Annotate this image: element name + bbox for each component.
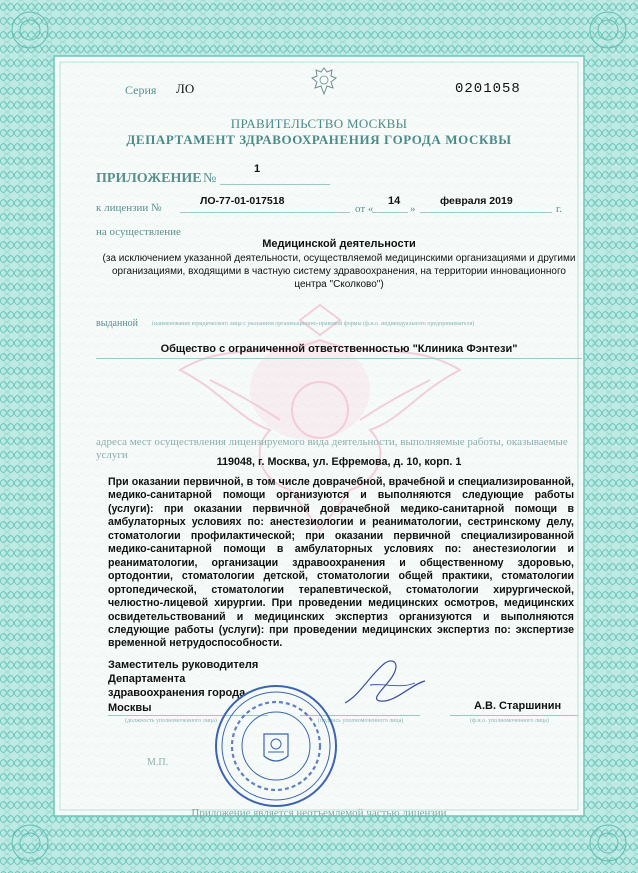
license-holder: Общество с ограниченной ответственностью "Клиника Фэнтези" bbox=[160, 343, 518, 355]
appendix-label: ПРИЛОЖЕНИЕ bbox=[96, 171, 202, 186]
license-number-line bbox=[180, 212, 350, 213]
appendix-number: 1 bbox=[254, 163, 261, 175]
license-month-line bbox=[420, 212, 552, 213]
form-number: 0201058 bbox=[455, 81, 521, 97]
series-label: Серия bbox=[125, 83, 157, 97]
license-month-year: февраля 2019 bbox=[440, 195, 513, 207]
license-day: 14 bbox=[388, 195, 401, 207]
hint-signature: (подпись уполномоченного лица) bbox=[318, 718, 404, 724]
activity-title: Медицинской деятельности bbox=[262, 238, 416, 250]
license-prefix: к лицензии № bbox=[96, 202, 162, 214]
license-number: ЛО-77-01-017518 bbox=[200, 195, 285, 207]
signatory-position-line-1: Заместитель руководителя bbox=[108, 659, 259, 671]
license-date-from: от « bbox=[355, 203, 374, 215]
hint-position: (должность уполномоченного лица) bbox=[125, 718, 217, 724]
stamp-place-label: М.П. bbox=[147, 757, 169, 768]
official-stamp bbox=[212, 682, 340, 810]
license-day-line bbox=[372, 212, 408, 213]
appendix-number-line bbox=[220, 184, 330, 185]
footer-note: Приложение является неотъемлемой частью лицензии bbox=[191, 807, 447, 819]
coat-of-arms-icon bbox=[310, 66, 338, 98]
signatory-position-line-4: Москвы bbox=[108, 701, 152, 714]
appendix-no-sign: № bbox=[203, 171, 217, 186]
government-title: ПРАВИТЕЛЬСТВО МОСКВЫ bbox=[230, 116, 408, 131]
handwritten-signature bbox=[340, 655, 430, 710]
issued-prefix: выданной bbox=[96, 318, 139, 329]
activity-prefix: на осуществление bbox=[96, 226, 181, 238]
activity-note: (за исключением указанной деятельности, осуществляемой медицинскими организациями и другими организациями, входящими в частную систему здравоохранения, на территории инновационного центра "Сколково") bbox=[102, 253, 576, 290]
license-close-quote: » bbox=[410, 203, 416, 215]
name-line bbox=[450, 715, 578, 716]
series-value: ЛО bbox=[176, 81, 195, 96]
hint-name: (ф.и.о. уполномоченного лица) bbox=[470, 718, 549, 724]
license-year-suffix: г. bbox=[556, 203, 563, 215]
address-value: 119048, г. Москва, ул. Ефремова, д. 10, корп. 1 bbox=[216, 456, 462, 468]
department-title: ДЕПАРТАМЕНТ ЗДРАВООХРАНЕНИЯ ГОРОДА МОСКВЫ bbox=[126, 132, 512, 147]
holder-line bbox=[96, 358, 582, 359]
services-text: При оказании первичной, в том числе доврачебной, врачебной и специализированной, медико-санитарной помощи организуются и выполняются следующие работы (услуги): при оказании первичной доврачебной медико-санитарной помощи в амбулаторных условиях по: анестезиологии и реаниматологии, сестринскому делу, стоматологии профилактической; при оказании первичной специализированной медико-санитарной помощи в амбулаторных условиях по: анестезиологии и реаниматологии, организации здравоохранения и общественному здоровью, ортодонтии, стоматологии детской, стоматологии общей практики, стоматологии ортопедической, стоматологии терапевтической, стоматологии хирургической, челюстно-лицевой хирургии. При проведении медицинских осмотров, медицинских освидетельствований и медицинских экспертиз организуются и выполняются следующие работы (услуги): при проведении медицинских экспертиз по: экспертизе временной нетрудоспособности. bbox=[108, 476, 574, 650]
address-label: адреса мест осуществления лицензируемого вида деятельности, выполняемые работы, оказываемые услуги bbox=[96, 436, 568, 461]
signatory-name: А.В. Старшинин bbox=[474, 700, 562, 712]
signatory-position-line-3: здравоохранения города bbox=[108, 687, 246, 700]
signatory-position-line-2: Департамента bbox=[108, 673, 186, 686]
issued-hint: (наименование юридического лица с указанием организационно-правовой формы (ф.и.о. индивидуального предпринимателя) bbox=[152, 321, 475, 327]
